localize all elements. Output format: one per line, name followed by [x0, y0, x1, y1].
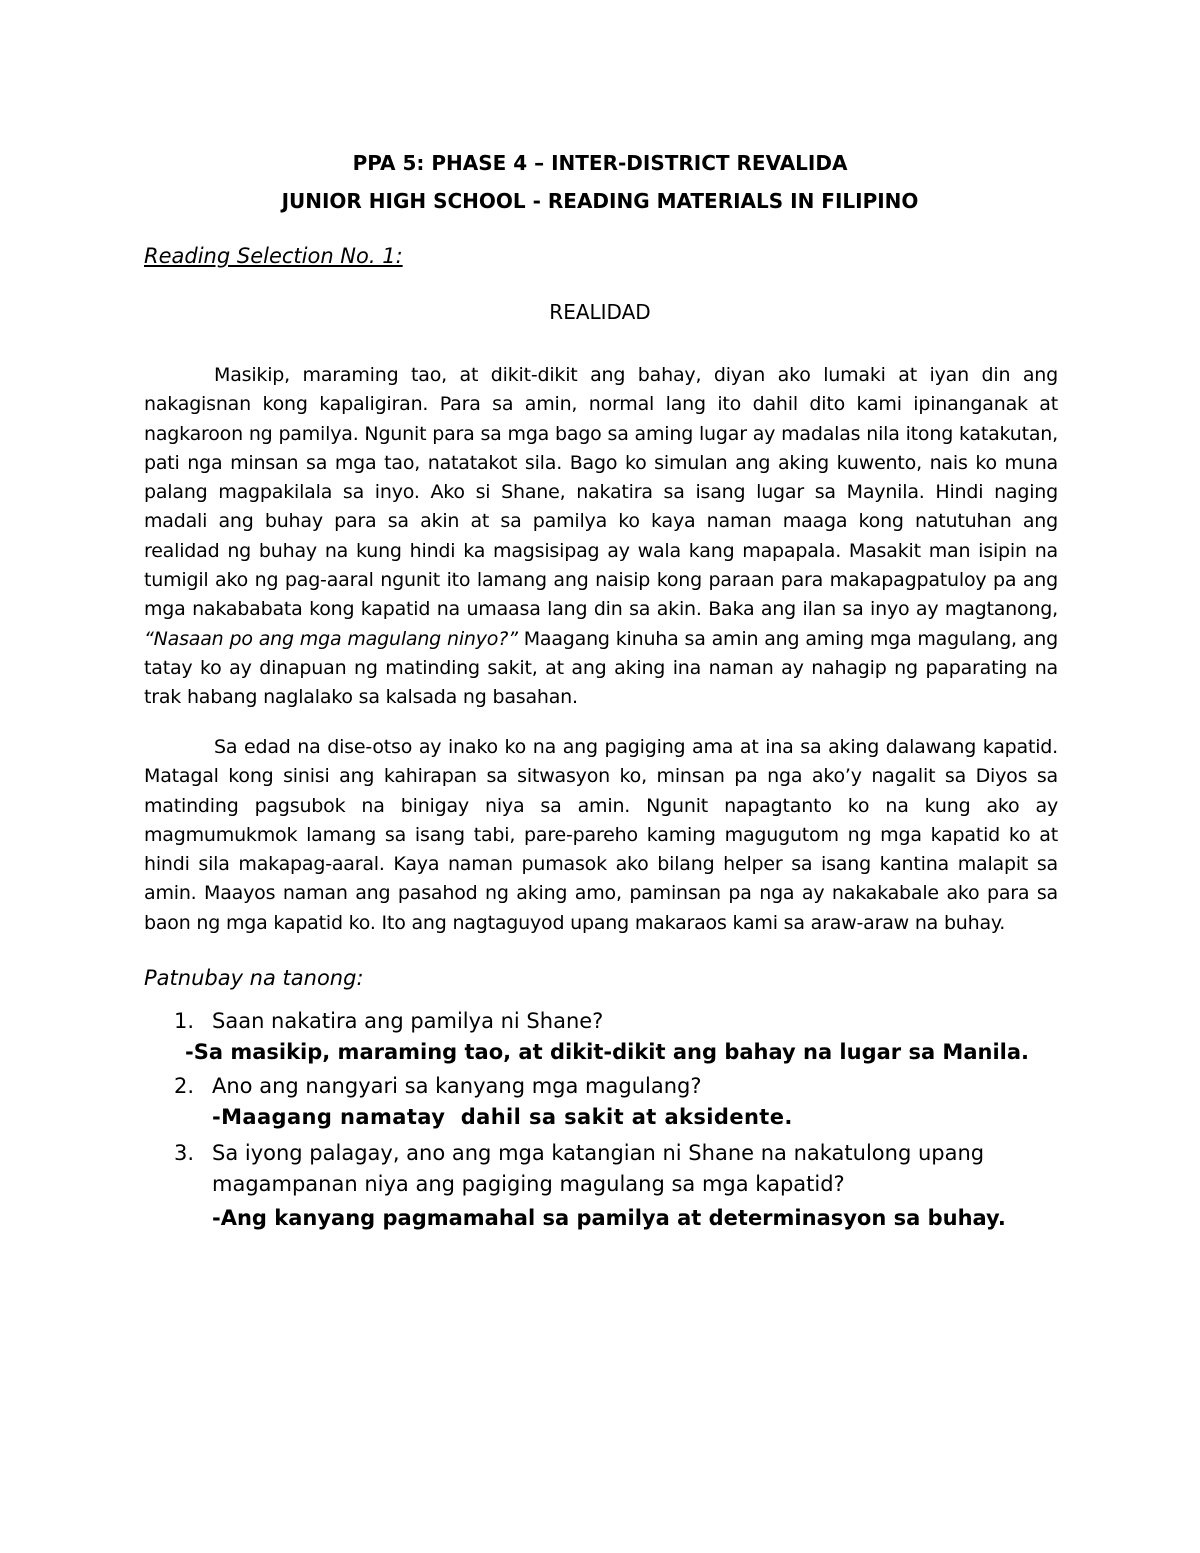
question-text: Saan nakatira ang pamilya ni Shane? [212, 1009, 604, 1033]
header-title-line2: JUNIOR HIGH SCHOOL - READING MATERIALS IN FILIPINO [281, 189, 919, 213]
story-paragraph-1 [144, 361, 1058, 713]
paragraph-1-text-b: Maagang kinuha sa amin ang aming mga magulang, ang tatay ko ay dinapuan ng matinding sakit, at ang aking ina naman ay nahagip ng paparating na trak habang naglalako sa kalsada ng basahan. [144, 627, 1058, 709]
paragraph-1-text-a: Masikip, maraming tao, at dikit-dikit ang bahay, diyan ako lumaki at iyan din ang nakagisnan kong kapaligiran. Para sa amin, normal lang ito dahil dito kami ipinanganak at nagkaroon ng pamilya. Ngunit para sa mga bago sa aming lugar ay madalas nila itong katakutan, pati nga minsan sa mga tao, natatakot sila. Bago ko simulan ang aking kuwento, nais ko muna palang magpakilala sa inyo. Ako si Shane, nakatira sa isang lugar sa Maynila. Hindi naging madali ang buhay para sa akin at sa pamilya ko kaya naman maaga kong natutuhan ang realidad ng buhay na kung hindi ka magsisipag ay wala kang mapapala. Masakit man isipin na tumigil ako ng pag-aaral ngunit ito lamang ang naisip kong paraan para makapagpatuloy pa ang mga nakababata kong kapatid na umaasa lang din sa akin. Baka ang ilan sa inyo ay magtanong, [144, 364, 1058, 621]
reading-selection-label: Reading Selection No. 1: [144, 244, 403, 268]
question-item-1 [144, 1006, 1104, 1037]
question-number: 1. [174, 1009, 195, 1033]
story-paragraph-2: Sa edad na dise-otso ay inako ko na ang pagiging ama at ina sa aking dalawang kapatid. Matagal kong sinisi ang kahirapan sa sitwasyon ko, minsan pa nga ako’y nagalit sa Diyos sa matinding pagsubok na binigay niya sa amin. Ngunit napagtanto ko na kung ako ay magmumukmok lamang sa isang tabi, pare-pareho kaming magugutom ng mga kapatid ko at hindi sila makapag-aaral. Kaya naman pumasok ako bilang helper sa isang kantina malapit sa amin. Maayos naman ang pasahod ng aking amo, paminsan pa nga ay nakakabale ako para sa baon ng mga kapatid ko. Ito ang nagtaguyod upang makaraos kami sa araw-araw na buhay. [144, 736, 1058, 934]
question-item-3 [144, 1138, 1044, 1200]
question-number: 2. [174, 1074, 195, 1098]
answer-text-1: -Sa masikip, maraming tao, at dikit-dikit ang bahay na lugar sa Manila. [185, 1040, 1029, 1064]
question-text: Ano ang nangyari sa kanyang mga magulang? [212, 1074, 702, 1098]
guide-questions-label: Patnubay na tanong: [144, 966, 364, 990]
document-header [0, 144, 1200, 220]
answer-text-3: -Ang kanyang pagmamahal sa pamilya at determinasyon sa buhay. [212, 1206, 1006, 1230]
paragraph-1-quote: “Nasaan po ang mga magulang ninyo?” [144, 627, 518, 650]
question-text: Sa iyong palagay, ano ang mga katangian ni Shane na nakatulong upang magampanan niya ang pagiging magulang sa mga kapatid? [212, 1141, 985, 1196]
answer-text-2: -Maagang namatay dahil sa sakit at aksidente. [212, 1105, 793, 1129]
question-number: 3. [174, 1141, 195, 1165]
header-title-line1: PPA 5: PHASE 4 – INTER-DISTRICT REVALIDA [352, 151, 848, 175]
story-title: REALIDAD [549, 300, 651, 324]
question-item-2 [144, 1071, 1104, 1102]
